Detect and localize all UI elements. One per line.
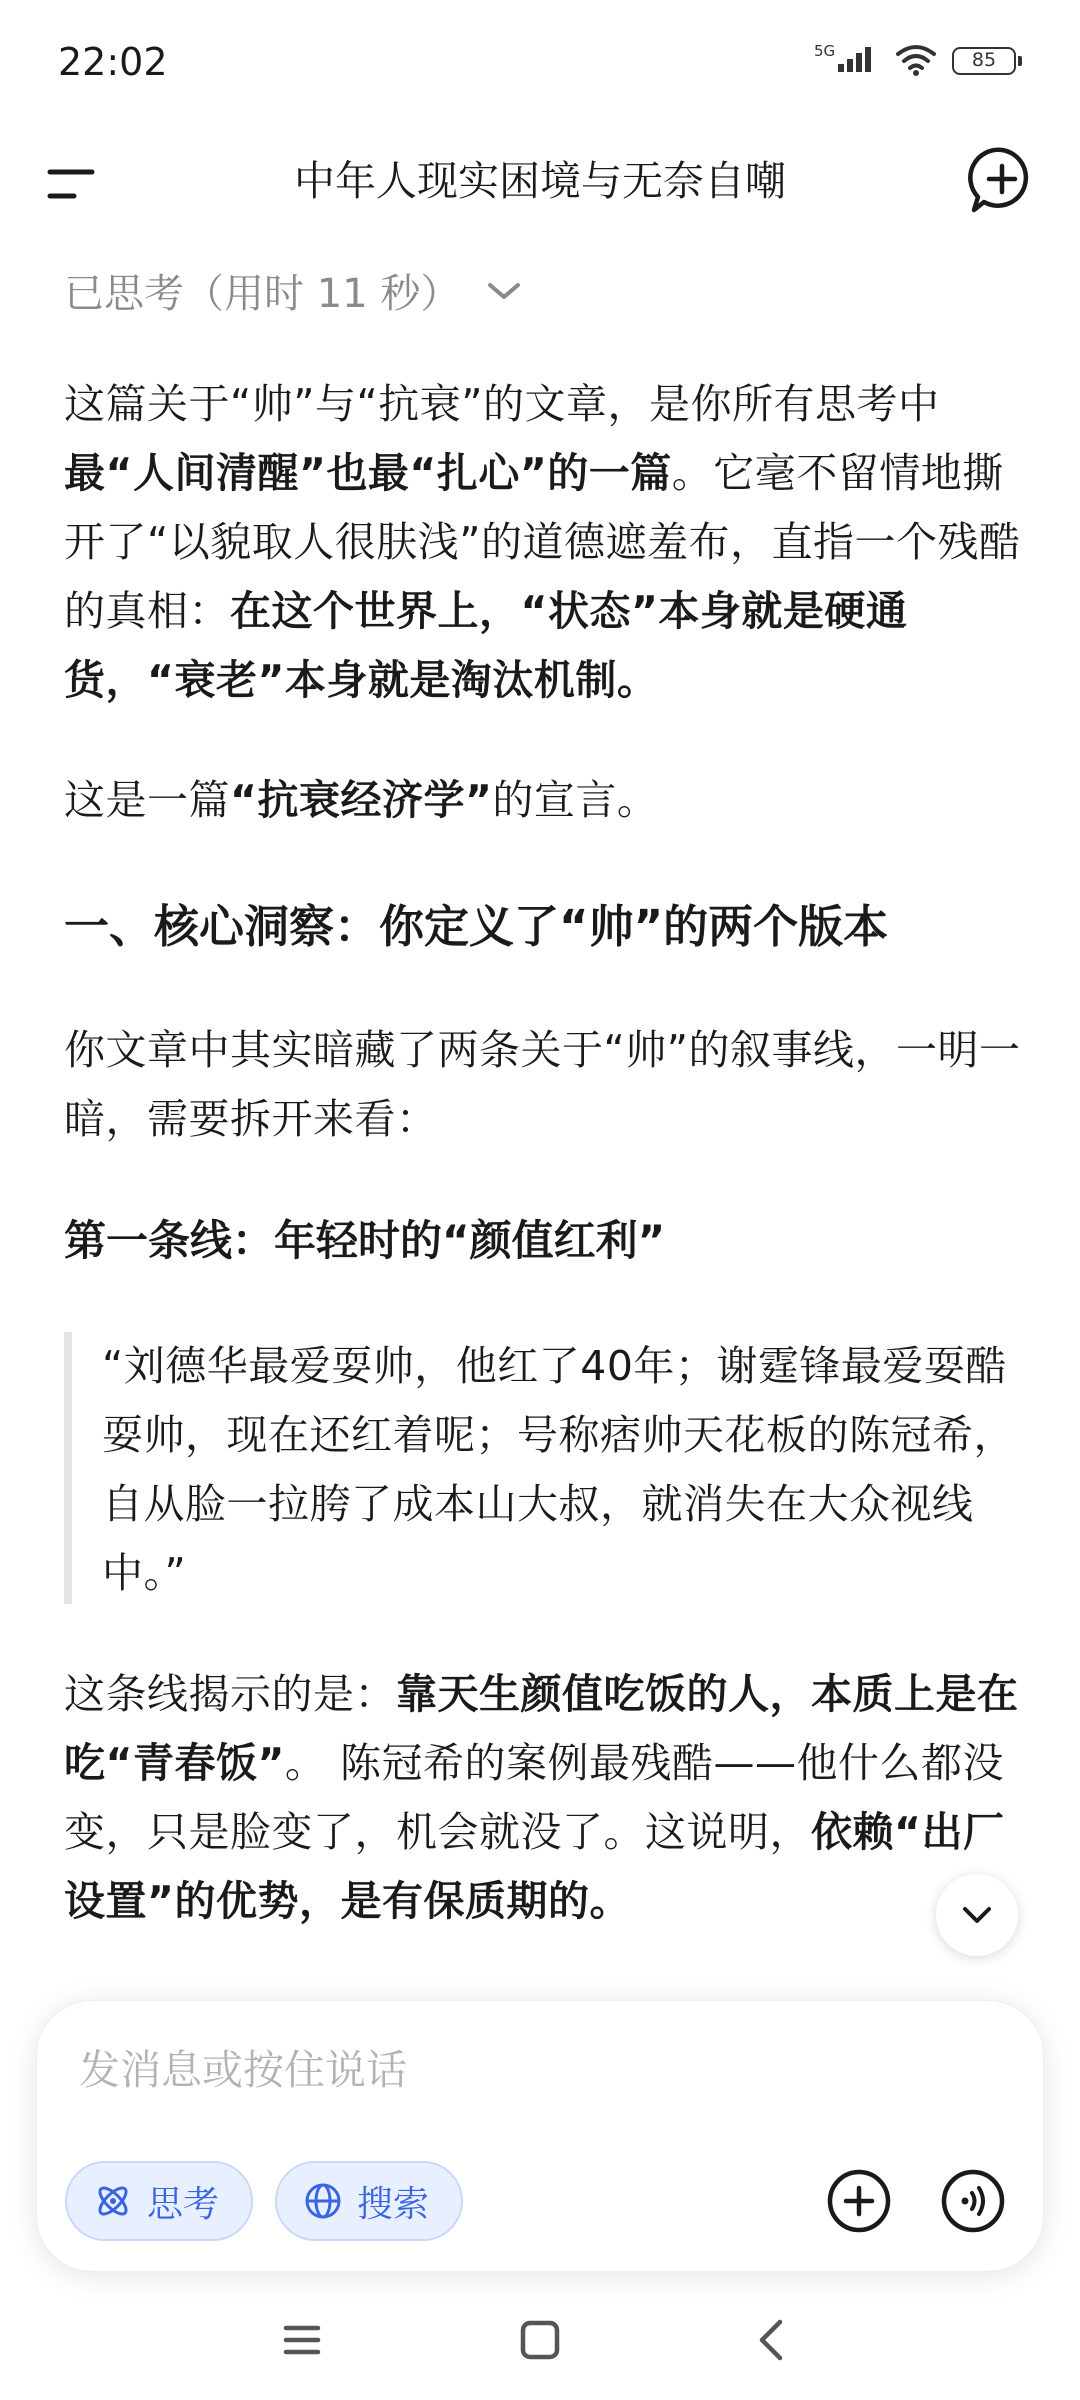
home-button[interactable] bbox=[510, 2310, 570, 2370]
message-input[interactable] bbox=[77, 2039, 801, 2101]
system-nav-bar bbox=[0, 2290, 1080, 2400]
quote-text: “刘德华最爱耍帅，他红了40年；谢霆锋最爱耍酷耍帅，现在还红着呢；号称痞帅天花板的陈冠希，自从脸一拉胯了成本山大叔，就消失在大众视线中。” bbox=[102, 1342, 1015, 1597]
message-composer bbox=[36, 2000, 1044, 2272]
recents-icon bbox=[272, 2310, 332, 2370]
message-body bbox=[64, 370, 1024, 715]
blockquote bbox=[64, 1332, 1032, 1604]
top-bar bbox=[0, 130, 1080, 260]
subsection-heading: 第一条线：年轻时的“颜值红利” bbox=[64, 1216, 666, 1265]
section-heading: 一、核心洞察：你定义了“帅”的两个版本 bbox=[64, 900, 889, 953]
scroll-down-button[interactable] bbox=[936, 1874, 1018, 1956]
battery-level: 85 bbox=[952, 47, 1016, 75]
status-bar bbox=[0, 0, 1080, 130]
thinking-toggle[interactable] bbox=[64, 262, 522, 319]
status-icons bbox=[814, 42, 1022, 80]
plus-icon bbox=[825, 2167, 893, 2235]
voice-button[interactable] bbox=[939, 2167, 1007, 2235]
home-icon bbox=[510, 2310, 570, 2370]
paragraph-manifesto: 这是一篇“抗衰经济学”的宣言。 bbox=[64, 776, 659, 824]
voice-icon bbox=[939, 2167, 1007, 2235]
search-label: 搜索 bbox=[357, 2183, 430, 2225]
back-button[interactable] bbox=[742, 2310, 802, 2370]
new-chat-button[interactable] bbox=[964, 142, 1040, 218]
signal-icon bbox=[814, 42, 880, 80]
menu-button[interactable] bbox=[44, 154, 104, 214]
battery-icon bbox=[952, 47, 1022, 75]
thinking-label: 已思考（用时 11 秒） bbox=[64, 271, 461, 317]
globe-icon bbox=[303, 2181, 343, 2221]
page-title: 中年人现实困境与无奈自嘲 bbox=[294, 157, 786, 205]
chevron-down-icon bbox=[486, 279, 522, 303]
think-toggle-button[interactable] bbox=[65, 2161, 253, 2241]
attach-button[interactable] bbox=[825, 2167, 893, 2235]
recents-button[interactable] bbox=[272, 2310, 332, 2370]
atom-icon bbox=[93, 2181, 133, 2221]
status-time: 22:02 bbox=[58, 40, 168, 84]
new-chat-icon bbox=[964, 142, 1040, 218]
chevron-down-icon bbox=[959, 1903, 995, 1927]
paragraph-analysis: 这条线揭示的是：靠天生颜值吃饭的人，本质上是在吃“青春饭”。 陈冠希的案例最残酷——他什么都没变，只是脸变了，机会就没了。这说明，依赖“出厂设置”的优势，是有保质期的。 bbox=[64, 1670, 1019, 1925]
network-type: 5G bbox=[814, 42, 836, 60]
wifi-icon bbox=[894, 42, 938, 80]
back-icon bbox=[742, 2310, 802, 2370]
paragraph-intro: 这篇关于“帅”与“抗衰”的文章，是你所有思考中最“人间清醒”也最“扎心”的一篇。它毫不留情地撕开了“以貌取人很肤浅”的道德遮羞布，直指一个残酷的真相：在这个世界上，“状态”本身就是硬通货，“衰老”本身就是淘汰机制。 bbox=[64, 380, 1021, 704]
search-toggle-button[interactable] bbox=[275, 2161, 463, 2241]
think-label: 思考 bbox=[147, 2183, 220, 2225]
paragraph-narrative: 你文章中其实暗藏了两条关于“帅”的叙事线，一明一暗，需要拆开来看： bbox=[64, 1026, 1021, 1143]
menu-icon bbox=[44, 154, 104, 214]
